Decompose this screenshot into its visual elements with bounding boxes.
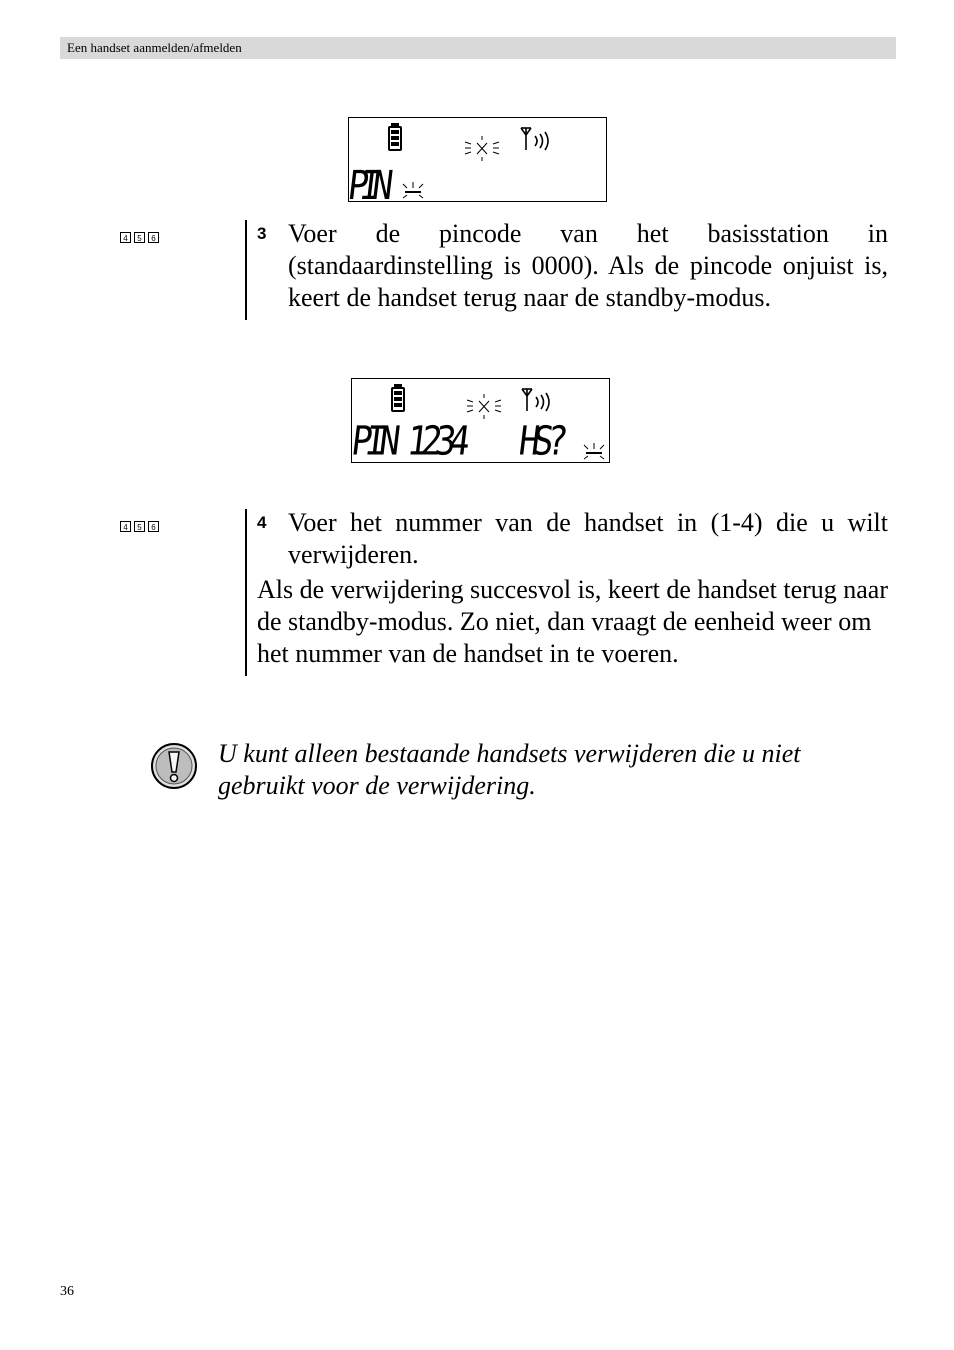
cursor-blink-icon: [584, 443, 604, 459]
key-6: 6: [148, 521, 159, 532]
cursor-blink-icon: [403, 182, 423, 198]
key-4: 4: [120, 521, 131, 532]
step-number: 3: [257, 224, 267, 243]
header-title: Een handset aanmelden/afmelden: [67, 40, 242, 55]
lcd-text: PIN 1234 HS?: [348, 417, 571, 465]
keypad-icon: [120, 232, 159, 243]
lcd-display-pin-hs: [348, 378, 610, 465]
warning-icon: [150, 742, 198, 795]
blink-star-icon: [465, 136, 499, 161]
key-5: 5: [134, 232, 145, 243]
note-text: U kunt alleen bestaande handsets verwijderen die u niet gebruikt voor de verwijdering.: [218, 739, 801, 800]
step-text: Voer het nummer van de handset in (1-4) die u wilt verwijderen.: [288, 508, 888, 569]
key-5: 5: [134, 521, 145, 532]
key-4: 4: [120, 232, 131, 243]
page-number: 36: [60, 1284, 74, 1299]
lcd-text: PIN: [345, 161, 396, 209]
step-number: 4: [257, 513, 267, 532]
step-text: Voer de pincode van het basisstation in (standaardinstelling is 0000). Als de pincode onjuist is, keert de handset terug naar de standby-modus.: [288, 219, 888, 312]
blink-star-icon: [467, 394, 501, 419]
battery-icon: [392, 385, 404, 411]
keypad-icon: [120, 521, 159, 532]
battery-icon: [389, 124, 401, 150]
antenna-signal-icon: [522, 389, 549, 411]
key-6: 6: [148, 232, 159, 243]
lcd-display-pin: [345, 117, 607, 209]
antenna-signal-icon: [521, 128, 548, 150]
step-4: [245, 508, 889, 676]
page-header: [60, 37, 896, 59]
step-followup-text: Als de verwijdering succesvol is, keert de handset terug naar de standby-modus. Zo niet, dan vraagt de eenheid weer om het nummer van de handset in te voeren.: [257, 575, 889, 668]
step-3: [245, 219, 888, 320]
